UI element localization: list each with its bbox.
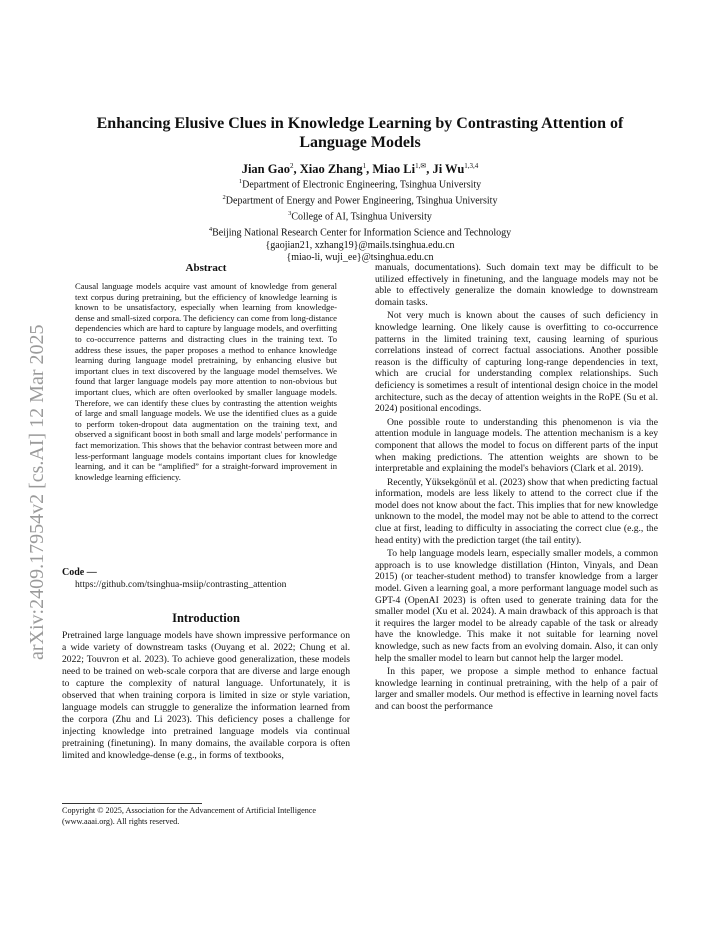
introduction-heading: Introduction bbox=[172, 611, 240, 625]
arxiv-stamp bbox=[17, 250, 53, 670]
affiliation bbox=[70, 176, 650, 192]
body-paragraph: Recently, Yüksekgönül et al. (2023) show that when predicting factual information, models are less likely to attend to the correct clue if the model does not know about the fact. This implies that for new knowledge unknown to the model, the model may not be able to attend to the correct clue at first, leading to difficulty in associating the correct clue (e.g., the head entity) with the prediction target (the tail entity). bbox=[375, 476, 658, 546]
body-paragraph: In this paper, we propose a simple method to enhance factual knowledge learning in continual pretraining, with the help of a pair of larger and smaller models. Our method is effective in learning novel facts and can boost the performance bbox=[375, 666, 658, 712]
author-name: Jian Gao bbox=[241, 162, 290, 177]
code-heading: Code — bbox=[62, 567, 97, 578]
affiliations bbox=[70, 176, 650, 265]
affiliation bbox=[70, 208, 650, 224]
author-name: Miao Li bbox=[372, 162, 416, 177]
author-affil-mark: 2 bbox=[289, 162, 294, 170]
abstract-text: Causal language models acquire vast amount of knowledge from general text corpus during pretraining, but the efficiency of knowledge learning is known to be unsatisfactory, especially when learning from knowledge-dense and small-sized corpora. The deficiency can come from long-distance dependencies which are hard to capture by language models, and overfitting to co-occurrence patterns and distracting clues in the training text. To address these issues, the paper proposes a method to enhance knowledge learning during language model pretraining, by enhancing elusive but important clues in text discovered by the language model themselves. We found that larger language models pay more attention to non-obvious but important clues, which are often overlooked by smaller language models. Therefore, we can identify these clues by contrasting the attention weights of large and small language models. We use the identified clues as a guide to perform token-dropout data augmentation on the training text, and observed a significant boost in both small and large models' performance in fact memorization. This shows that the behavior contrast between more and less-performant language models contains important clues for knowledge learning, and it can be “amplified” for a straight-forward improvement in knowledge learning efficiency. bbox=[75, 281, 337, 482]
affil-mark: 1 bbox=[238, 178, 243, 185]
author-name: Xiao Zhang bbox=[299, 162, 363, 177]
abstract-heading: Abstract bbox=[185, 262, 227, 274]
author-list: Jian Gao$^2$, Xiao Zhang$^1$, Miao $Li^{1,✉}$, Ji Wu$^{1,3,4}$ bbox=[241, 162, 479, 177]
body-paragraph: To help language models learn, especially smaller models, a common approach is to use knowledge distillation (Hinton, Vinyals, and Dean 2015) (or teacher-student method) to transfer knowledge from a larger model. Given a learning goal, a more performant language model such as GPT-4 (OpenAI 2023) is often used to generate training data for the smaller model (Xu et al. 2024). A main drawback of this approach is that it requires the larger model to be already capable of the task or already have the knowledge. This make it not suitable for learning novel knowledge, such as new facts from an evolving domain. Also, it can only help the smaller model to learn but cannot help the larger model. bbox=[375, 548, 658, 664]
body-paragraph: One possible route to understanding this phenomenon is via the attention module in language models. The attention mechanism is a key component that allows the model to focus on different parts of the input when making predictions. The attention weights are shown to be interpretable and explaining the model's behaviors (Clark et al. 2019). bbox=[375, 416, 658, 475]
affil-text: College of AI, Tsinghua University bbox=[291, 211, 432, 223]
email[interactable]: {miao-li, wuji_ee}@tsinghua.edu.cn bbox=[286, 252, 434, 264]
author-name: Ji Wu bbox=[432, 162, 465, 177]
paper-title: Enhancing Elusive Clues in Knowledge Learning by Contrasting Attention of Language Models bbox=[96, 115, 624, 151]
author-affil-mark: 1 bbox=[362, 162, 367, 170]
affiliation bbox=[70, 224, 650, 240]
body-paragraph: manuals, documentations). Such domain text may be difficult to be utilized effectively in finetuning, and the language models may not be able to effectively generalize the domain knowledge to downstream domain tasks. bbox=[375, 262, 658, 308]
affil-mark: 3 bbox=[288, 209, 292, 217]
body-paragraph: Not very much is known about the causes of such deficiency in knowledge learning. One likely cause is overfitting to co-occurrence patterns in the limited training text, causing learning of spurious correlations instead of correct factual associations. Another possible reason is the difficulty of capturing long-range dependencies in text, which are crucial for understanding complex relationships. Such deficiency is sometimes a result of intentional design choice in the model architecture, such as the decay of attention weights in the RoPE (Su et al. 2024) positional encodings. bbox=[375, 310, 658, 415]
affil-mark: 4 bbox=[208, 225, 213, 233]
copyright-notice: Copyright © 2025, Association for the Advancement of Artificial Intelligence (www.aaai.org). All rights reserved. bbox=[62, 806, 317, 826]
footnote-rule bbox=[62, 803, 202, 804]
affil-text: Department of Electronic Engineering, Tsinghua University bbox=[242, 179, 482, 191]
affiliation bbox=[70, 192, 650, 208]
affil-mark: 2 bbox=[222, 193, 226, 201]
affil-text: Beijing National Research Center for Information Science and Technology bbox=[212, 227, 512, 239]
author-affil-mark: 1,✉ bbox=[415, 162, 427, 170]
code-link[interactable]: https://github.com/tsinghua-msiip/contrasting_attention bbox=[75, 580, 287, 590]
right-column bbox=[375, 262, 658, 713]
arxiv-id: arXiv:2409.17954v2 [cs.AI] 12 Mar 2025 bbox=[26, 324, 48, 660]
email[interactable]: {gaojian21, xzhang19}@mails.tsinghua.edu.cn bbox=[265, 239, 455, 251]
affil-text: Department of Energy and Power Engineering, Tsinghua University bbox=[225, 195, 498, 207]
introduction-paragraph: Pretrained large language models have shown impressive performance on a wide variety of downstream tasks (Ouyang et al. 2022; Chung et al. 2022; Touvron et al. 2023). To achieve good generalization, these models need to be trained on web-scale corpora that are diverse and large enough to capture the complexity of natural language. Unfortunately, it is observed that when training corpora is limited in size or style variation, language models can struggle to generalize the information learned from the corpora (Zhu and Li 2023). This deficiency poses a challenge for injecting knowledge into pretrained language models via continual pretraining (finetuning). In many domains, the available corpora is often limited and knowledge-dense (e.g., in forms of textbooks, bbox=[62, 630, 350, 761]
author-affil-mark: 1,3,4 bbox=[464, 162, 479, 170]
